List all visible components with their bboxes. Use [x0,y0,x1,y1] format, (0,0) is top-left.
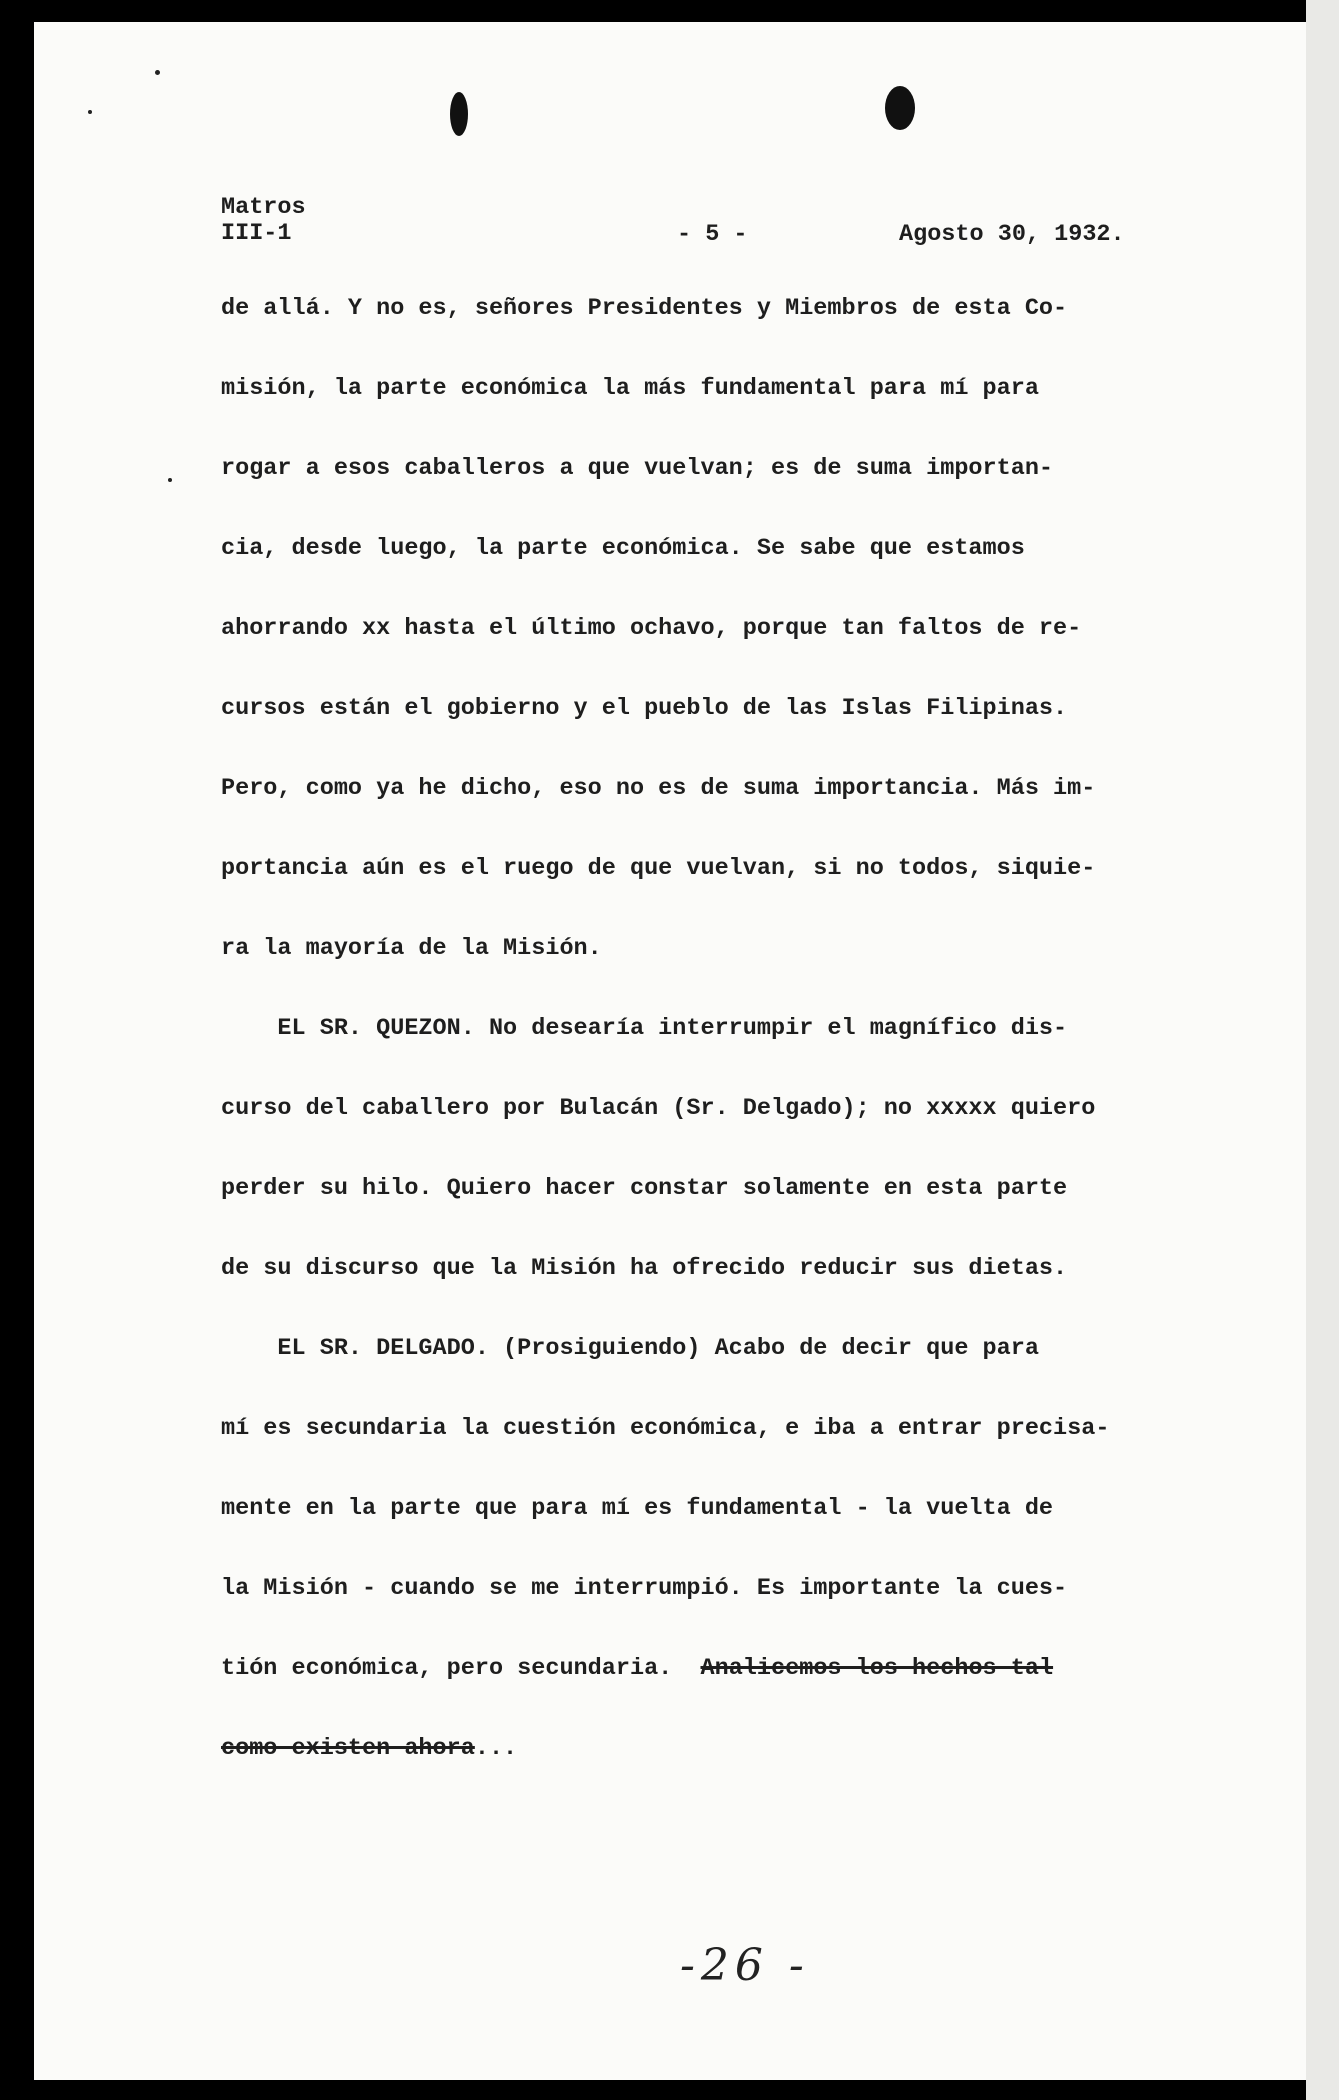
speaker-paragraph-quezon: EL SR. QUEZON. No desearía interrumpir el magnífico dis- [221,1015,1068,1042]
text-line: de su discurso que la Misión ha ofrecido reducir sus dietas. [221,1255,1068,1282]
dust-speck [88,110,92,114]
text-line: curso del caballero por Bulacán (Sr. Delgado); no xxxxx quiero [221,1095,1096,1122]
text-line: rogar a esos caballeros a que vuelvan; es de suma importan- [221,455,1054,482]
text-line: Pero, como ya he dicho, eso no es de suma importancia. Más im- [221,775,1096,802]
text-line [221,1653,1221,1733]
text-line: perder su hilo. Quiero hacer constar solamente en esta parte [221,1175,1068,1202]
header-section: III-1 [221,220,292,247]
text-line: mente en la parte que para mí es fundamental - la vuelta de [221,1495,1054,1522]
struck-text: como existen ahora [221,1735,475,1762]
text-line: de allá. Y no es, señores Presidentes y Miembros de esta Co- [221,295,1068,322]
handwritten-page-number: -26 - [680,1940,810,1991]
page-edge [1306,0,1339,2100]
header-left [221,195,306,247]
dust-speck [168,478,172,482]
header-page-marker: - 5 - [677,221,748,248]
text-line: cursos están el gobierno y el pueblo de las Islas Filipinas. [221,695,1068,722]
body-text [221,293,1221,1813]
text-line [221,1733,1221,1813]
text-line: cia, desde luego, la parte económica. Se sabe que estamos [221,535,1025,562]
text-line: la Misión - cuando se me interrumpió. Es importante la cues- [221,1575,1068,1602]
text-line: misión, la parte económica la más fundamental para mí para [221,375,1039,402]
speaker-paragraph-delgado: EL SR. DELGADO. (Prosiguiendo) Acabo de decir que para [221,1335,1039,1362]
text-line: mí es secundaria la cuestión económica, e iba a entrar precisa- [221,1415,1110,1442]
ellipsis: ... [474,1735,518,1762]
text-line: portancia aún es el ruego de que vuelvan, si no todos, siquie- [221,855,1096,882]
text-line: ra la mayoría de la Misión. [221,935,602,962]
struck-text: Analicemos los hechos tal [700,1655,1054,1682]
punch-hole-left [450,92,468,136]
text-line: ahorrando xx hasta el último ochavo, porque tan faltos de re- [221,615,1082,642]
punch-hole-right [885,86,915,130]
header-author: Matros [221,194,306,221]
dust-speck [155,70,160,75]
header-date: Agosto 30, 1932. [899,221,1125,248]
line-text: tión económica, pero secundaria. [221,1655,673,1682]
